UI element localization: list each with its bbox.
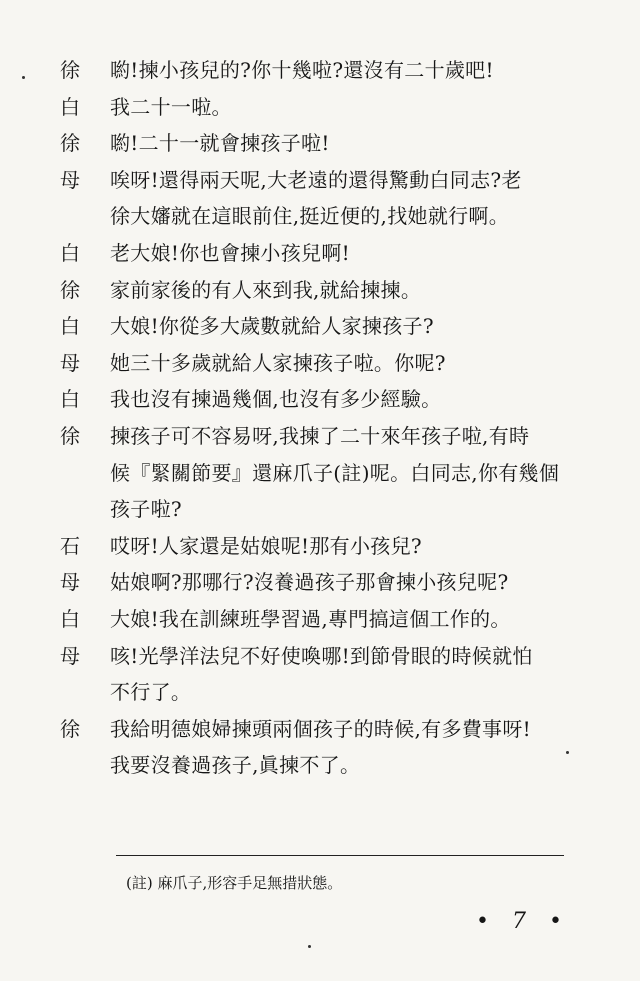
speaker-name: 徐 [60,277,81,302]
dialogue-line [60,564,580,601]
dialogue-line [60,711,580,784]
speaker-name: 白 [60,94,81,119]
speaker-name: 母 [60,643,81,668]
speaker-name: 白 [60,240,81,265]
speaker-name: 白 [60,606,81,631]
speaker-name: 母 [60,570,81,595]
scan-speck [22,76,25,79]
speaker-name: 徐 [60,716,81,741]
footnote: (註) 麻爪子,形容手足無措狀態。 [126,874,343,892]
line-text: 揀孩子可不容易呀,我揀了二十來年孩子啦,有時 候『緊關節要』還麻爪子(註)呢。白同志,你有幾個 孩子啦? [110,423,560,522]
line-text: 姑娘啊?那哪行?沒養過孩子那會揀小孩兒呢? [110,570,509,595]
dialogue-line [60,125,580,162]
speaker-name: 石 [60,533,81,558]
dialogue-line [60,345,580,382]
dialogue-line [60,381,580,418]
line-text: 喲!揀小孩兒的?你十幾啦?還沒有二十歲吧! [110,58,494,82]
dialogue-line [60,601,580,638]
line-text: 我二十一啦。 [110,94,232,119]
line-text: 大娘!我在訓練班學習過,專門搞這個工作的。 [110,606,511,631]
speaker-name: 徐 [60,58,81,82]
dialogue-line [60,272,580,309]
dialogue-line [60,235,580,272]
line-text: 哎呀!人家還是姑娘呢!那有小孩兒? [110,533,422,558]
line-text: 我也沒有揀過幾個,也沒有多少經驗。 [110,387,442,412]
line-text: 她三十多歲就給人家揀孩子啦。你呢? [110,350,446,375]
scan-speck [308,945,311,948]
dialogue-line [60,528,580,565]
footnote-divider [116,855,564,856]
scan-speck [566,751,569,754]
speaker-name: 白 [60,314,81,339]
speaker-name: 母 [60,350,81,375]
line-text: 咳!光學洋法兒不好使喚哪!到節骨眼的時候就怕 不行了。 [110,643,533,705]
line-text: 唉呀!還得兩天呢,大老遠的還得驚動白同志?老 徐大嬸就在這眼前住,挺近便的,找她就行啊。 [110,167,522,229]
line-text: 老大娘!你也會揀小孩兒啊! [110,240,350,265]
speaker-name: 白 [60,387,81,412]
dialogue-line [60,162,580,235]
line-text: 家前家後的有人來到我,就給揀揀。 [110,277,422,302]
dialogue-line [60,52,580,89]
page-number: • 7 • [476,909,570,934]
line-text: 我給明德娘婦揀頭兩個孩子的時候,有多費事呀! 我要沒養過孩子,眞揀不了。 [110,716,531,778]
dialogue [60,52,580,784]
line-text: 大娘!你從多大歲數就給人家揀孩子? [110,314,434,339]
speaker-name: 母 [60,167,81,192]
dialogue-line [60,89,580,126]
dialogue-line [60,638,580,711]
line-text: 喲!二十一就會揀孩子啦! [110,131,330,156]
dialogue-line [60,308,580,345]
speaker-name: 徐 [60,131,81,156]
dialogue-line [60,418,580,528]
speaker-name: 徐 [60,423,81,448]
